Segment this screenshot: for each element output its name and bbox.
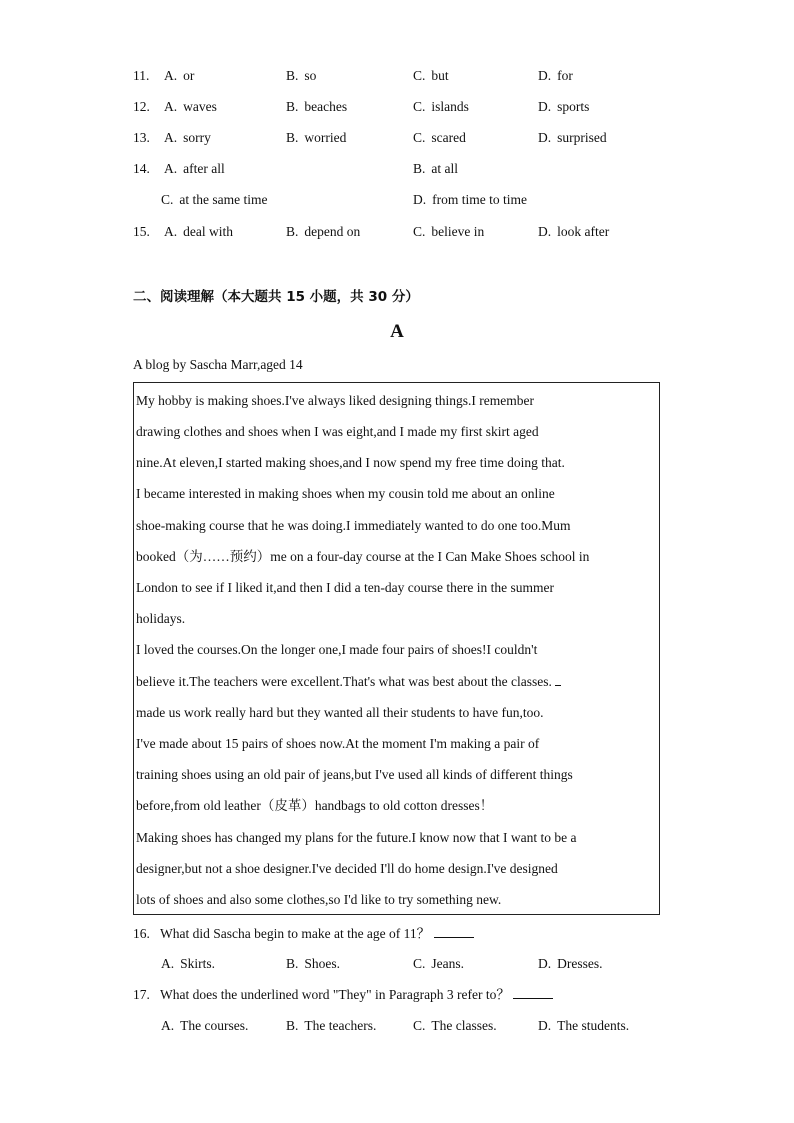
passage-title: A xyxy=(390,321,404,342)
passage-line xyxy=(136,672,561,692)
option-d[interactable]: D. for xyxy=(538,68,573,83)
option-c[interactable]: C. The classes. xyxy=(413,1018,497,1033)
option-d[interactable]: D. Dresses. xyxy=(538,956,603,971)
option-a[interactable]: A. Skirts. xyxy=(161,956,216,971)
answer-blank[interactable] xyxy=(513,986,553,999)
option-d[interactable]: D. The students. xyxy=(538,1018,630,1033)
section-title: 二、阅读理解（本大题共 15 小题，共 30 分） xyxy=(133,289,419,305)
passage-line: London to see if I liked it,and then I did a ten-day course there in the summer xyxy=(136,580,554,595)
question-number: 13. xyxy=(133,130,150,145)
answer-blank[interactable] xyxy=(434,925,474,938)
question-number: 11. xyxy=(133,68,150,83)
question-number: 17. xyxy=(133,987,150,1002)
passage-line: drawing clothes and shoes when I was eight,and I made my first skirt aged xyxy=(136,424,539,439)
passage-line-text: believe it.The teachers were excellent.That's what was best about the classes. xyxy=(136,674,552,689)
question-number: 14. xyxy=(133,161,150,176)
passage-line: Making shoes has changed my plans for the future.I know now that I want to be a xyxy=(136,830,577,845)
option-d[interactable]: D. sports xyxy=(538,99,590,114)
option-a[interactable]: A. The courses. xyxy=(161,1018,249,1033)
passage-line: I became interested in making shoes when my cousin told me about an online xyxy=(136,486,555,501)
option-b[interactable]: B. worried xyxy=(286,130,347,145)
option-c[interactable]: C. but xyxy=(413,68,449,83)
passage-line: booked（为……预约）me on a four-day course at the I Can Make Shoes school in xyxy=(136,549,590,564)
option-b[interactable]: B. Shoes. xyxy=(286,956,341,971)
passage-line: nine.At eleven,I started making shoes,and I now spend my free time doing that. xyxy=(136,455,565,470)
passage-box xyxy=(133,382,660,915)
option-c[interactable]: C. Jeans. xyxy=(413,956,465,971)
option-c[interactable]: C. believe in xyxy=(413,224,485,239)
option-a[interactable]: A. sorry xyxy=(164,130,211,145)
passage-line: shoe-making course that he was doing.I immediately wanted to do one too.Mum xyxy=(136,518,571,533)
question-number: 12. xyxy=(133,99,150,114)
underline-mark xyxy=(555,672,561,686)
option-a[interactable]: A. waves xyxy=(164,99,217,114)
passage-line: training shoes using an old pair of jeans,but I've used all kinds of different things xyxy=(136,767,573,782)
option-b[interactable]: B. beaches xyxy=(286,99,348,114)
option-c[interactable]: C. at the same time xyxy=(161,192,268,207)
option-d[interactable]: D. look after xyxy=(538,224,610,239)
passage-line: before,from old leather（皮革）handbags to old cotton dresses！ xyxy=(136,798,494,813)
option-d[interactable]: D. from time to time xyxy=(413,192,527,207)
option-a[interactable]: A. or xyxy=(164,68,195,83)
option-a[interactable]: A. deal with xyxy=(164,224,233,239)
blog-byline: A blog by Sascha Marr,aged 14 xyxy=(133,357,303,372)
question-number: 16. xyxy=(133,926,150,941)
option-c[interactable]: C. scared xyxy=(413,130,466,145)
option-b[interactable]: B. depend on xyxy=(286,224,361,239)
question-number: 15. xyxy=(133,224,150,239)
passage-line: designer,but not a shoe designer.I've decided I'll do home design.I've designed xyxy=(136,861,558,876)
passage-line: lots of shoes and also some clothes,so I'd like to try something new. xyxy=(136,892,502,907)
passage-line: My hobby is making shoes.I've always liked designing things.I remember xyxy=(136,393,534,408)
question-stem: What did Sascha begin to make at the age of 11？ xyxy=(160,924,474,944)
passage-line: made us work really hard but they wanted all their students to have fun,too. xyxy=(136,705,544,720)
passage-line: I loved the courses.On the longer one,I made four pairs of shoes!I couldn't xyxy=(136,642,538,657)
option-b[interactable]: B. The teachers. xyxy=(286,1018,377,1033)
option-b[interactable]: B. at all xyxy=(413,161,459,176)
option-d[interactable]: D. surprised xyxy=(538,130,607,145)
passage-line: holidays. xyxy=(136,611,186,626)
passage-line: I've made about 15 pairs of shoes now.At the moment I'm making a pair of xyxy=(136,736,540,751)
option-c[interactable]: C. islands xyxy=(413,99,469,114)
question-stem: What does the underlined word "They" in Paragraph 3 refer to？ xyxy=(160,985,553,1005)
option-b[interactable]: B. so xyxy=(286,68,317,83)
option-a[interactable]: A. after all xyxy=(164,161,225,176)
